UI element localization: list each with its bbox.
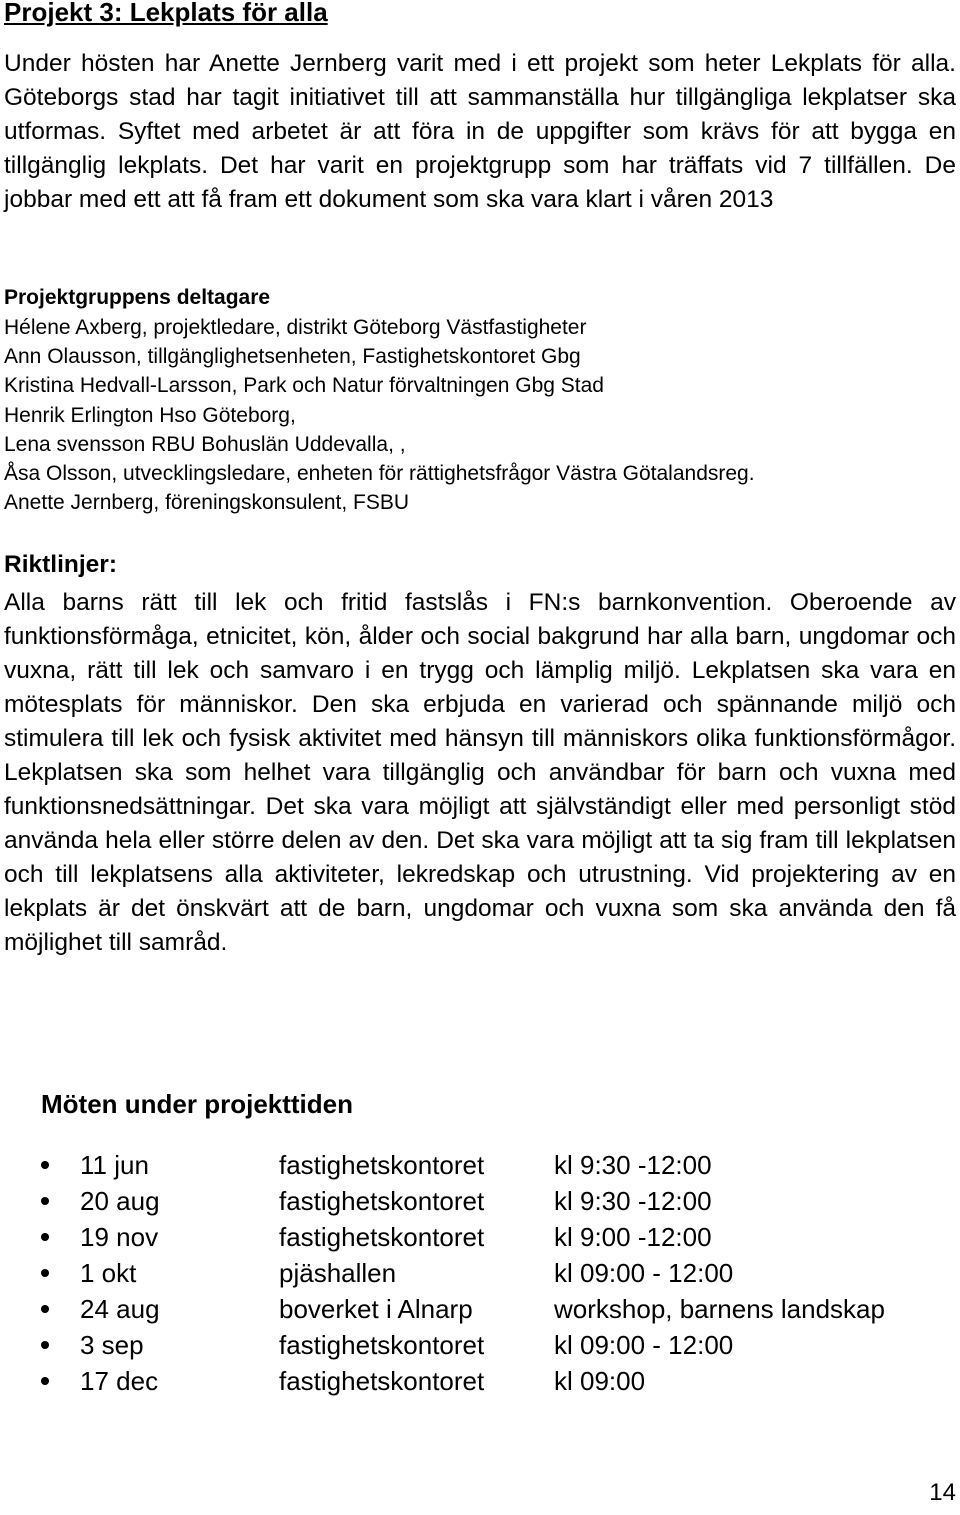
meeting-place: fastighetskontoret — [279, 1186, 485, 1216]
list-item: Henrik Erlington Hso Göteborg, — [4, 403, 296, 427]
meeting-place: fastighetskontoret — [279, 1222, 485, 1252]
page-number: 14 — [929, 1479, 956, 1506]
meeting-date: 17 dec — [80, 1366, 159, 1396]
rules-heading: Riktlinjer: — [4, 551, 117, 578]
meeting-date: 1 okt — [80, 1258, 137, 1288]
list-item: Ann Olausson, tillgänglighetsenheten, Fastighetskontoret Gbg — [4, 345, 581, 369]
bullet-icon — [41, 1269, 49, 1277]
meeting-date: 19 nov — [80, 1222, 159, 1252]
members-list — [4, 313, 755, 517]
bullet-icon — [41, 1377, 49, 1385]
meeting-date: 11 jun — [80, 1150, 149, 1180]
rules-paragraph: Alla barns rätt till lek och fritid fastslås i FN:s barnkonvention. Oberoende av funktionsförmåga, etnicitet, kön, ålder och social bakgrund har alla barn, ungdomar och vuxna, rätt till lek och samvaro i en trygg och lämplig miljö. Lekplatsen ska vara en mötesplats för människor. Den ska erbjuda en varierad och spännande miljö och stimulera till lek och fysisk aktivitet med hänsyn till människors olika funktionsförmågor. Lekplatsen ska som helhet vara tillgänglig och användbar för barn och vuxna med funktionsnedsättningar. Det ska vara möjligt att självständigt eller med personligt stöd använda hela eller större delen av den. Det ska vara möjligt att ta sig fram till lekplatsen och till lekplatsens alla aktiviteter, lekredskap och utrustning. Vid projektering av en lekplats är det önskvärt att de barn, ungdomar och vuxna som ska använda den få möjlighet till samråd. — [4, 589, 956, 956]
members-heading: Projektgruppens deltagare — [4, 286, 271, 309]
list-item: Åsa Olsson, utvecklingsledare, enheten för rättighetsfrågor Västra Götalandsreg. — [4, 462, 755, 486]
intro-paragraph: Under hösten har Anette Jernberg varit med i ett projekt som heter Lekplats för alla. Göteborgs stad har tagit initiativet till att sammanställa hur tillgängliga lekplatser ska utformas. Syftet med arbetet är att föra in de uppgifter som krävs för att bygga en tillgänglig lekplats. Det har varit en projektgrupp som har träffats vid 7 tillfällen. De jobbar med ett att få fram ett dokument som ska vara klart i våren 2013 — [4, 50, 956, 213]
bullet-icon — [41, 1233, 49, 1241]
bullet-icon — [41, 1197, 49, 1205]
meeting-time: kl 9:00 -12:00 — [554, 1222, 712, 1252]
meeting-time: kl 9:30 -12:00 — [554, 1150, 712, 1180]
meeting-time: kl 09:00 — [554, 1366, 646, 1396]
list-item: Anette Jernberg, föreningskonsulent, FSBU — [4, 491, 410, 515]
meetings-heading: Möten under projekttiden — [41, 1089, 353, 1119]
meeting-time: kl 9:30 -12:00 — [554, 1186, 712, 1216]
meeting-time: kl 09:00 - 12:00 — [554, 1330, 734, 1360]
list-item: Lena svensson RBU Bohuslän Uddevalla, , — [4, 432, 406, 456]
document-title: Projekt 3: Lekplats för alla — [4, 0, 328, 27]
list-item: Hélene Axberg, projektledare, distrikt Göteborg Västfastigheter — [4, 316, 587, 339]
meeting-place: fastighetskontoret — [279, 1150, 485, 1180]
meeting-time: kl 09:00 - 12:00 — [554, 1258, 734, 1288]
meeting-date: 20 aug — [80, 1186, 160, 1216]
meeting-place: pjäshallen — [279, 1258, 397, 1288]
meeting-place: fastighetskontoret — [279, 1366, 485, 1396]
list-item: Kristina Hedvall-Larsson, Park och Natur förvaltningen Gbg Stad — [4, 374, 604, 398]
bullet-icon — [41, 1161, 49, 1169]
meeting-place: boverket i Alnarp — [279, 1294, 473, 1324]
bullet-icon — [41, 1341, 49, 1349]
meeting-time: workshop, barnens landskap — [554, 1294, 885, 1324]
meeting-date: 24 aug — [80, 1294, 160, 1324]
meeting-place: fastighetskontoret — [279, 1330, 485, 1360]
bullet-icon — [41, 1305, 49, 1313]
meeting-date: 3 sep — [80, 1330, 144, 1360]
